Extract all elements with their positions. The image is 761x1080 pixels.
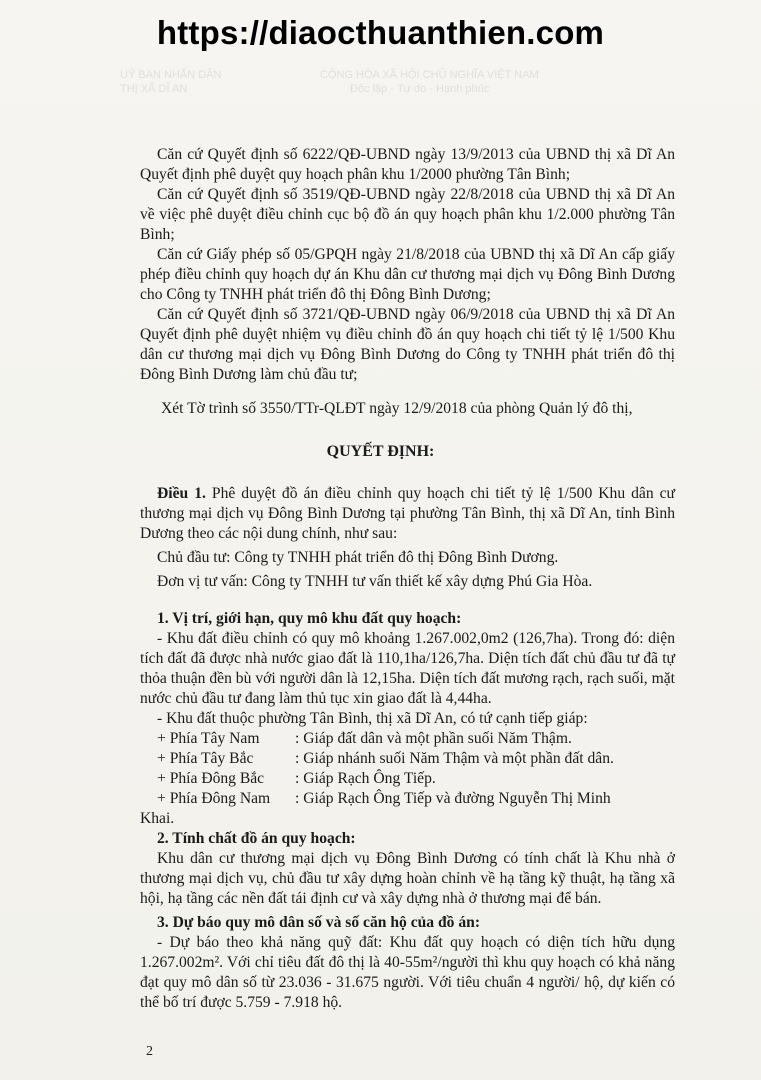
article-1 bbox=[140, 484, 675, 592]
border-row bbox=[140, 769, 675, 789]
border-desc: : Giáp đất dân và một phần suối Năm Thậm. bbox=[295, 730, 572, 747]
consultant-line: Đơn vị tư vấn: Công ty TNHH tư vấn thiết kế xây dựng Phú Gia Hòa. bbox=[157, 573, 593, 590]
section-1-para1: - Khu đất điều chỉnh có quy mô khoảng 1.267.002,0m2 (126,7ha). Trong đó: diện tích đất đã được nhà nước giao đất là 110,1ha/126,7ha. Diện tích đất chủ đầu tư đã tự thỏa thuận đền bù với người dân là 12,15ha. Diện tích đất mương rạch, rạch suối, mặt nước chủ đầu tư đang làm thủ tục xin giao đất là 4,44ha. bbox=[140, 630, 675, 707]
consideration-text: Xét Tờ trình số 3550/TTr-QLĐT ngày 12/9/2018 của phòng Quản lý đô thị, bbox=[161, 400, 633, 417]
section-1 bbox=[140, 609, 675, 829]
article-1-label: Điều 1. bbox=[157, 485, 206, 502]
section-2-text: Khu dân cư thương mại dịch vụ Đông Bình Dương có tính chất là Khu nhà ở thương mại dịch vụ, chủ đầu tư xây dựng hoàn chỉnh về hạ tầng kỹ thuật, hạ tầng xã hội, hạ tầng các nền đất tái định cư và xây dựng nhà ở thương mại để bán. bbox=[140, 850, 675, 907]
investor-line: Chủ đầu tư: Công ty TNHH phát triển đô thị Đông Bình Dương. bbox=[157, 549, 559, 566]
border-side: + Phía Tây Bắc bbox=[157, 750, 254, 767]
bleed-text: CỘNG HÒA XÃ HỘI CHỦ NGHĨA VIỆT NAM bbox=[320, 69, 539, 81]
legal-basis-item: Căn cứ Quyết định số 6222/QĐ-UBND ngày 13/9/2013 của UBND thị xã Dĩ An Quyết định phê duyệt quy hoạch phân khu 1/2000 phường Tân Bình; bbox=[140, 146, 675, 183]
decision-title: QUYẾT ĐỊNH: bbox=[326, 443, 435, 460]
border-side: + Phía Đông Bắc bbox=[157, 770, 265, 787]
watermark-url: https://diaocthuanthien.com bbox=[156, 14, 605, 51]
section-3-text: - Dự báo theo khả năng quỹ đất: Khu đất quy hoạch có diện tích hữu dụng 1.267.002m². Với chỉ tiêu đất đô thị là 40-55m²/người thì khu quy hoạch có khả năng đạt quy mô dân số từ 23.036 - 31.675 người. Với tiêu chuẩn 4 người/ hộ, dự kiến có thể bố trí được 5.759 - 7.918 hộ. bbox=[140, 934, 675, 1011]
border-tail: Khai. bbox=[140, 810, 175, 827]
legal-basis-item: Căn cứ Giấy phép số 05/GPQH ngày 21/8/2018 của UBND thị xã Dĩ An cấp giấy phép điều chỉnh quy hoạch dự án Khu dân cư thương mại dịch vụ Đông Bình Dương cho Công ty TNHH phát triển đô thị Đông Bình Dương; bbox=[140, 246, 675, 303]
bleed-text: UỶ BAN NHÂN DÂN bbox=[120, 69, 222, 81]
border-desc: : Giáp Rạch Ông Tiếp và đường Nguyễn Thị Minh bbox=[295, 790, 611, 807]
page-number: 2 bbox=[146, 1044, 153, 1059]
border-row bbox=[140, 749, 675, 769]
section-1-para2: - Khu đất thuộc phường Tân Bình, thị xã Dĩ An, có tứ cạnh tiếp giáp: bbox=[157, 710, 588, 727]
section-2 bbox=[140, 829, 675, 909]
article-1-body: Phê duyệt đồ án điều chỉnh quy hoạch chi tiết tỷ lệ 1/500 Khu dân cư thương mại dịch vụ Đông Bình Dương tại phường Tân Bình, thị xã Dĩ An, tỉnh Bình Dương theo các nội dung chính, như sau: bbox=[140, 485, 676, 542]
border-desc: : Giáp Rạch Ông Tiếp. bbox=[295, 770, 436, 787]
section-3-heading: 3. Dự báo quy mô dân số và số căn hộ của đồ án: bbox=[157, 914, 481, 931]
border-desc: : Giáp nhánh suối Năm Thậm và một phần đất dân. bbox=[295, 750, 614, 767]
bleed-text: THỊ XÃ DĨ AN bbox=[120, 83, 188, 95]
border-row bbox=[140, 789, 675, 809]
section-2-heading: 2. Tính chất đồ án quy hoạch: bbox=[157, 830, 356, 847]
border-side: + Phía Đông Nam bbox=[157, 790, 271, 807]
legal-basis bbox=[140, 145, 675, 385]
bleed-through-header bbox=[120, 68, 680, 128]
legal-basis-item: Căn cứ Quyết định số 3721/QĐ-UBND ngày 06/9/2018 của UBND thị xã Dĩ An Quyết định phê duyệt nhiệm vụ điều chỉnh đồ án quy hoạch chi tiết tỷ lệ 1/500 Khu dân cư thương mại dịch vụ Đông Bình Dương do Công ty TNHH phát triển đô thị Đông Bình Dương làm chủ đầu tư; bbox=[140, 306, 675, 383]
article-1-text bbox=[140, 484, 675, 544]
legal-basis-item: Căn cứ Quyết định số 3519/QĐ-UBND ngày 22/8/2018 của UBND thị xã Dĩ An về việc phê duyệt điều chỉnh cục bộ đồ án quy hoạch phân khu 1/2.000 phường Tân Bình; bbox=[140, 186, 675, 243]
consideration bbox=[144, 399, 684, 419]
section-1-heading: 1. Vị trí, giới hạn, quy mô khu đất quy hoạch: bbox=[157, 610, 462, 627]
bleed-text: Độc lập - Tự do - Hạnh phúc bbox=[350, 83, 490, 95]
border-row bbox=[140, 729, 675, 749]
section-3 bbox=[140, 913, 675, 1013]
border-side: + Phía Tây Nam bbox=[157, 730, 260, 747]
